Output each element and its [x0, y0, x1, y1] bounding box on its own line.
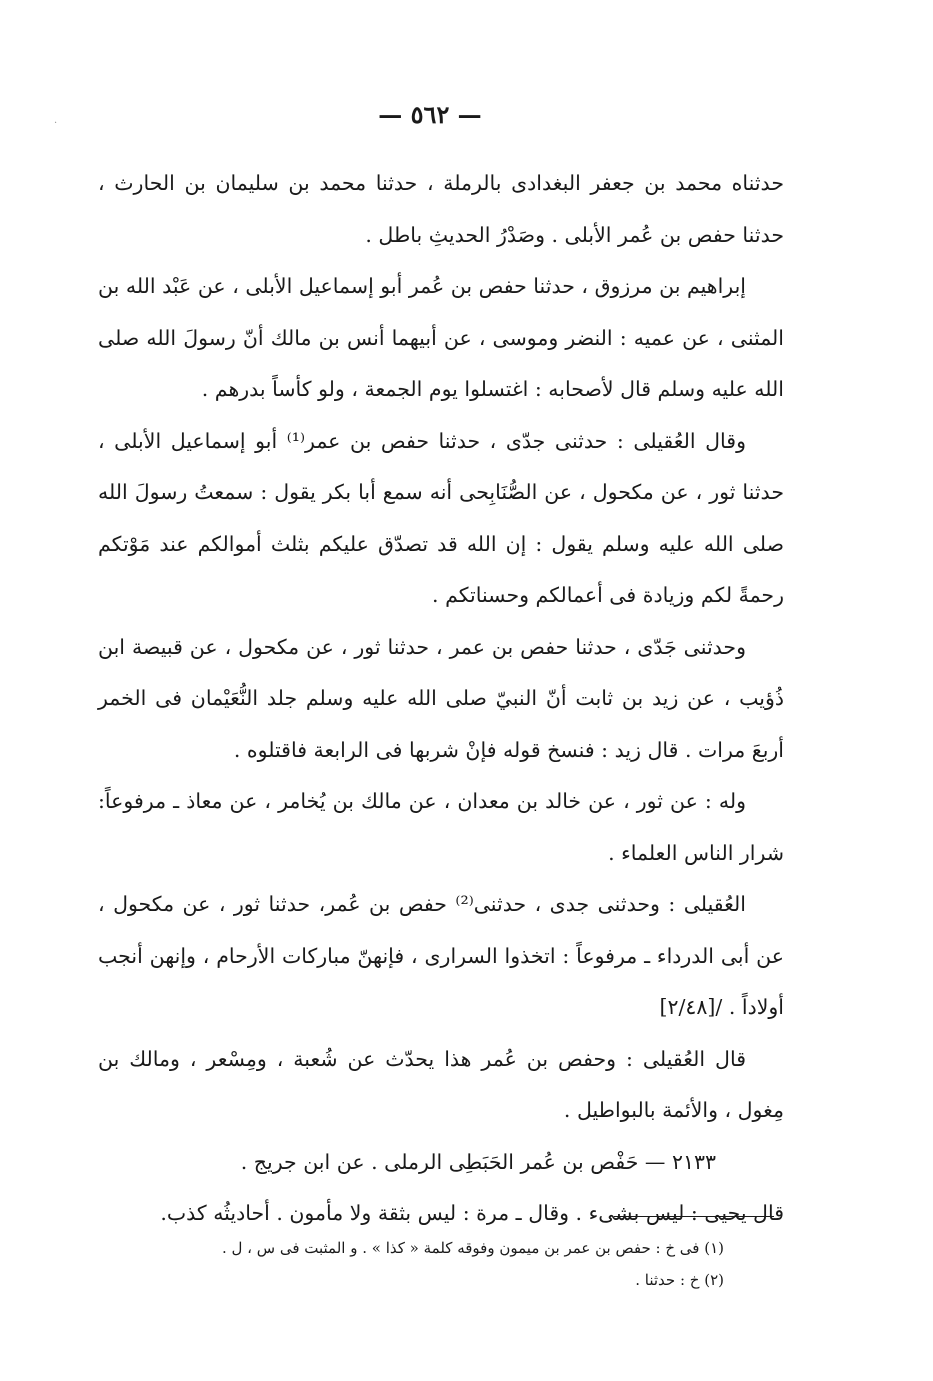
paragraph-5: وله : عن ثور ، عن خالد بن معدان ، عن مالك بن يُخامر ، عن معاذ ـ مرفوعاً: شرار الناس العلماء .	[98, 789, 784, 865]
footnote-1: (١) فى خ : حفص بن عمر بن ميمون وفوقه كلمة « كذا » . و المثبت فى س ، ل .	[221, 1239, 724, 1257]
paragraph-3: وقال العُقيلى : حدثنى جدّى ، حدثنا حفص بن عمر⁽¹⁾ أبو إسماعيل الأبلى ، حدثنا ثور ، عن مكحول ، عن الصُّنَابِحى أنه سمع أبا بكر يقول : سمعتُ رسولَ الله صلى الله عليه وسلم يقول : إن الله قد تصدّق عليكم بثلث أموالكم عند مَوْتكم رحمةً لكم وزيادة فى أعمالكم وحسناتكم .	[98, 428, 784, 607]
paragraph-7: قال العُقيلى : وحفص بن عُمر هذا يحدّث عن شُعبة ، ومِسْعر ، ومالك بن مِغول ، والأئمة بالبواطيل .	[98, 1046, 784, 1122]
entry-heading: ٢١٣٣ — حَفْص بن عُمر الحَبَطِى الرملى . عن ابن جريج .	[240, 1149, 716, 1174]
page-number: — ٥٦٢ —	[378, 100, 482, 129]
footnote-divider	[614, 1216, 774, 1217]
paragraph-6: العُقيلى : وحدثنى جدى ، حدثنى⁽²⁾ حفص بن عُمر، حدثنا ثور ، عن مكحول ، عن أبى الدرداء ـ مرفوعاً : اتخذوا السرارى ، فإنهنّ مباركات الأرحام ، وإنهن أنجب أولاداً . /[٢/٤٨]	[98, 892, 784, 1019]
footnote-2: (٢) خ : حدثنا .	[635, 1271, 724, 1289]
paragraph-9: قال يحيى : ليس بشىء . وقال ـ مرة : ليس بثقة ولا مأمون . أحاديثُه كذب.	[160, 1201, 784, 1225]
footnotes	[120, 1232, 724, 1296]
paragraph-4: وحدثنى جَدّى ، حدثنا حفص بن عمر ، حدثنا ثور ، عن مكحول ، عن قبيصة ابن ذُؤيب ، عن زيد بن ثابت أنّ النبيّ صلى الله عليه وسلم جلد النُّعَيْمان فى الخمر أربعَ مرات . قال زيد : فنسخ قوله فإنْ شربها فى الرابعة فاقتلوه .	[98, 634, 784, 762]
main-text	[98, 158, 784, 1240]
paragraph-1: حدثناه محمد بن جعفر البغدادى بالرملة ، حدثنا محمد بن سليمان بن الحارث ، حدثنا حفص بن عُمر الأبلى . وصَدْرُ الحديثِ باطل .	[98, 171, 784, 247]
scan-speck: ·	[54, 118, 58, 129]
paragraph-2: إبراهيم بن مرزوق ، حدثنا حفص بن عُمر أبو إسماعيل الأبلى ، عن عَبْد الله بن المثنى ، عن عميه : النضر وموسى ، عن أبيهما أنس بن مالك أنّ رسولَ الله صلى الله عليه وسلم قال لأصحابه : اغتسلوا يوم الجمعة ، ولو كأساً بدرهم .	[98, 274, 784, 401]
